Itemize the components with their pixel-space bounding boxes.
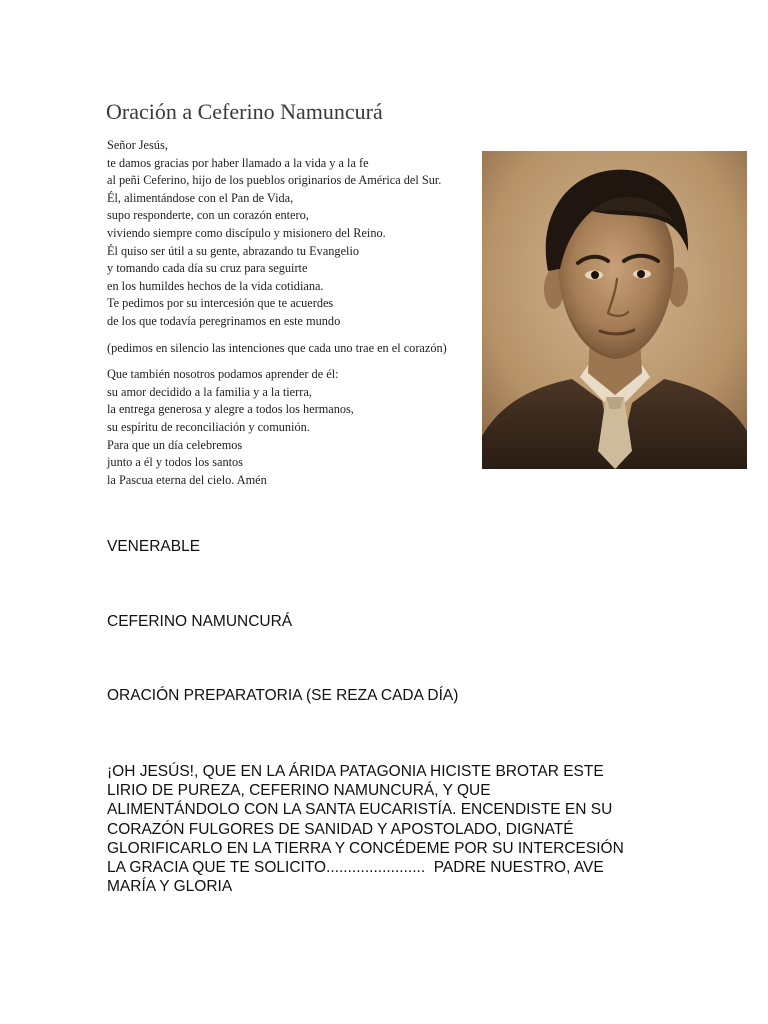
prayer-line: te damos gracias por haber llamado a la vida y a la fe xyxy=(107,155,369,170)
main-prayer-line: CORAZÓN FULGORES DE SANIDAD Y APOSTOLADO, DIGNATÉ xyxy=(107,820,574,838)
portrait-illustration xyxy=(482,151,747,469)
prayer-line: Él quiso ser útil a su gente, abrazando tu Evangelio xyxy=(107,243,360,258)
prayer-block-1 xyxy=(107,137,477,331)
main-prayer-line: GLORIFICARLO EN LA TIERRA Y CONCÉDEME POR SU INTERCESIÓN xyxy=(107,839,624,857)
prayer-line: su amor decidido a la familia y a la tierra, xyxy=(107,384,312,399)
main-prayer-line: LIRIO DE PUREZA, CEFERINO NAMUNCURÁ, Y QUE xyxy=(107,782,491,800)
prayer-line: al peñi Ceferino, hijo de los pueblos originarios de América del Sur. xyxy=(107,173,442,188)
prayer-line: Él, alimentándose con el Pan de Vida, xyxy=(107,190,294,205)
paragraph-gap xyxy=(107,331,477,340)
prayer-line: la Pascua eterna del cielo. Amén xyxy=(107,472,267,487)
prayer-line: viviendo siempre como discípulo y misionero del Reino. xyxy=(107,225,386,240)
prayer-block-3 xyxy=(107,366,477,489)
main-prayer-line: LA GRACIA QUE TE SOLICITO....................... PADRE NUESTRO, AVE xyxy=(107,859,604,877)
paragraph-gap xyxy=(107,357,477,366)
prayer-line: en los humildes hechos de la vida cotidiana. xyxy=(107,278,324,293)
main-prayer-line: ALIMENTÁNDOLO CON LA SANTA EUCARISTÍA. ENCENDISTE EN SU xyxy=(107,801,613,819)
venerable-heading: VENERABLE xyxy=(107,538,201,555)
page-title: Oración a Ceferino Namuncurá xyxy=(106,99,383,124)
prayer-line: Señor Jesús, xyxy=(107,138,168,152)
main-prayer xyxy=(107,762,667,896)
prayer-line: supo responderte, con un corazón entero, xyxy=(107,208,309,223)
prayer-line: junto a él y todos los santos xyxy=(107,455,243,470)
main-prayer-line: ¡OH JESÚS!, QUE EN LA ÁRIDA PATAGONIA HICISTE BROTAR ESTE xyxy=(107,763,604,780)
prayer-line: y tomando cada día su cruz para seguirte xyxy=(107,261,308,276)
prayer-line: su espíritu de reconciliación y comunión. xyxy=(107,419,310,434)
prayer-line: Te pedimos por su intercesión que te acuerdes xyxy=(107,296,334,311)
preparatory-heading: ORACIÓN PREPARATORIA (SE REZA CADA DÍA) xyxy=(107,687,459,704)
name-heading: CEFERINO NAMUNCURÁ xyxy=(107,613,293,630)
prayer-line: (pedimos en silencio las intenciones que cada uno trae en el corazón) xyxy=(107,340,447,355)
main-prayer-line: MARÍA Y GLORIA xyxy=(107,878,233,896)
prayer-line: la entrega generosa y alegre a todos los hermanos, xyxy=(107,402,354,417)
prayer-text xyxy=(107,137,477,489)
prayer-line: Que también nosotros podamos aprender de él: xyxy=(107,367,339,382)
prayer-line: Para que un día celebremos xyxy=(107,437,243,452)
prayer-line: de los que todavía peregrinamos en este mundo xyxy=(107,313,341,328)
portrait-photo xyxy=(482,151,747,469)
prayer-block-2 xyxy=(107,340,477,358)
